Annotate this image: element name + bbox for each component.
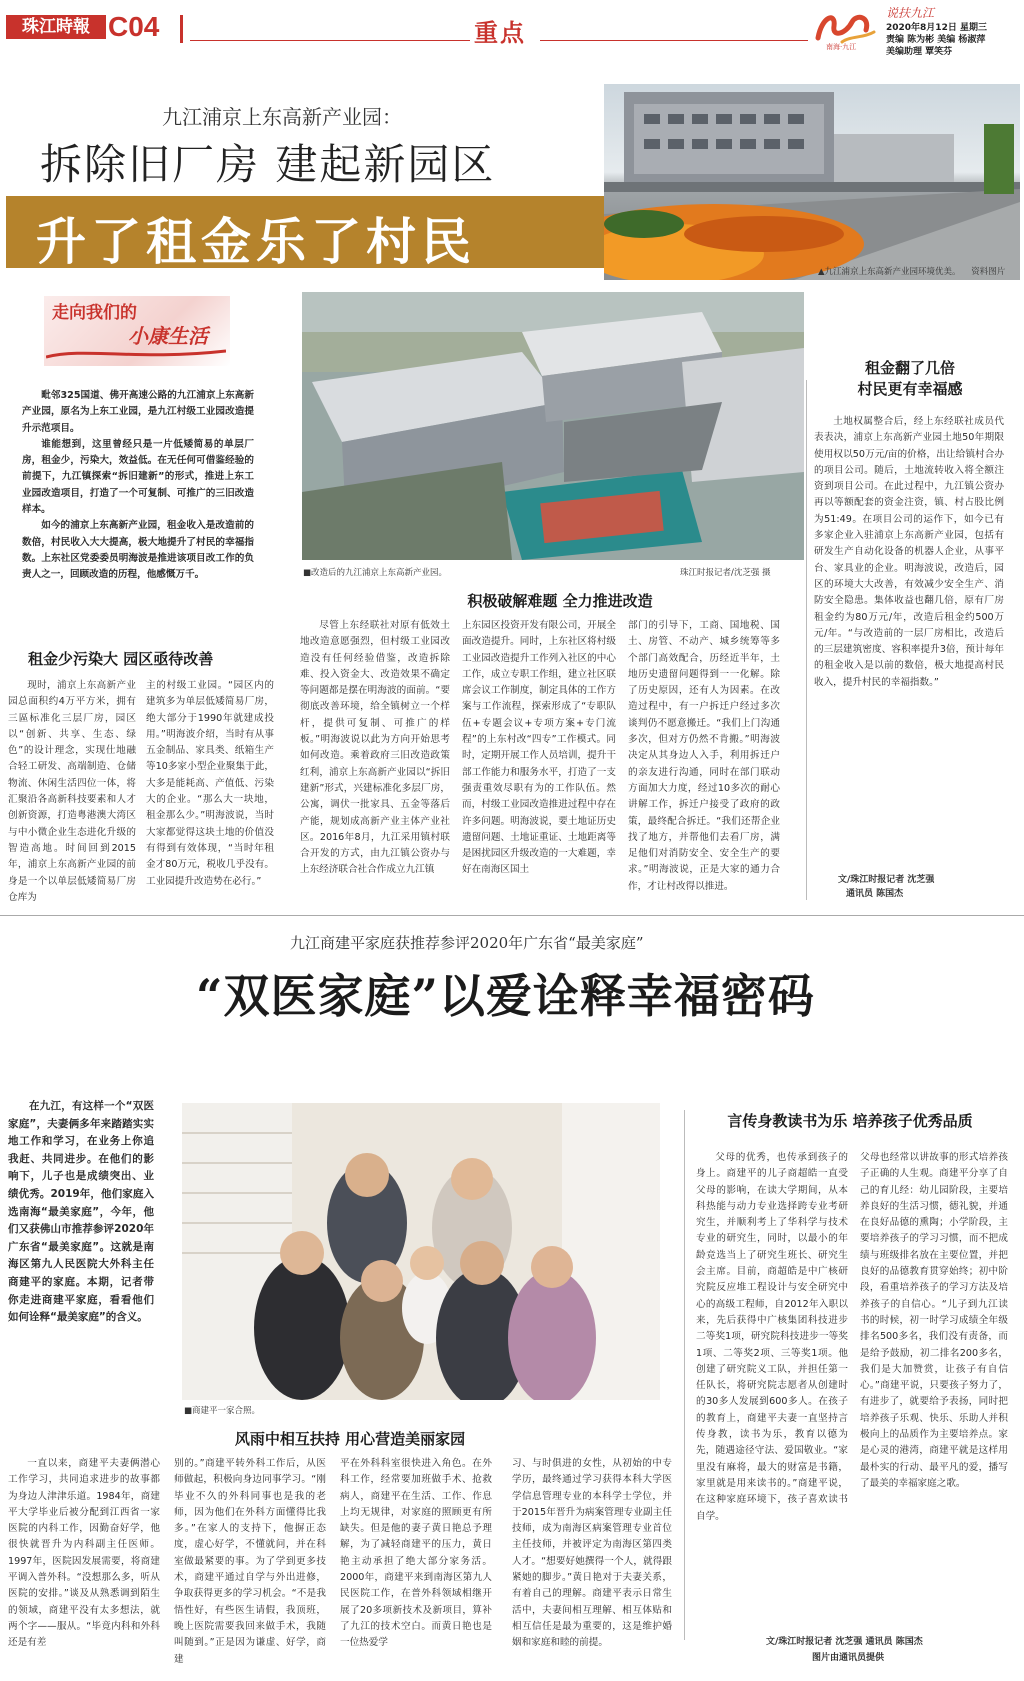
column-logo: [44, 296, 230, 366]
story2-kicker: 九江商建平家庭获推荐参评2020年广东省“最美家庭”: [290, 934, 644, 952]
sidebar-title-2: 村民更有幸福感: [857, 380, 963, 398]
story-divider: [0, 915, 1024, 916]
story1-lead: [22, 388, 254, 650]
top-photo-caption: [818, 266, 1018, 278]
section-a-col2: 主的村级工业园。“园区内的建筑多为单层低矮简易厂房，绝大部分于1990年就建成投用。”明海波介绍，当时有从事五金制品、家具类、纸箱生产等10多家小型企业聚集于此，大多是能耗高、产值低、污染大的企业。“那么大一块地，租金那么少。”明海波说，当时大家都觉得这块土地的价值没有得到有效体现，“当时年租金才80万元，税收几乎没有。工业园提升改造势在必行。”: [146, 680, 274, 887]
masthead: [0, 0, 1024, 56]
column-rule-1: [806, 380, 807, 900]
story1-headline-1: 拆除旧厂房 建起新园区: [40, 140, 496, 189]
aerial-credit: 珠江时报记者/沈芝强 摄: [680, 568, 771, 578]
story1-lead-p1: 毗邻325国道、佛开高速公路的九江浦京上东高新产业园，原名为上东工业园，是九江村级工业园改造提升示范项目。: [22, 390, 254, 434]
family-photo-caption: ■商建平一家合照。: [184, 1406, 261, 1416]
sidebar-title-1: 租金翻了几倍: [864, 359, 955, 377]
section-label: 重点: [474, 19, 526, 47]
top-photo-caption-text: ▲九江浦京上东高新产业园环境优美。: [818, 267, 961, 277]
section-c-col2: 别的。”商建平转外科工作后，从医师做起，积极向身边同事学习。“刚毕业不久的外科同事也是我的老师，因为他们在外科方面懂得比我多。”在家人的支持下，他摒正态度，虚心好学，不懂就问，并在科室做最紧要的事。为了学到更多技术，商建平通过自学与外出进修，争取获得更多的学习机会。“不是我悟性好，有些医生请假，我顶班，晚上医院需要我回来做手术，我随叫随到。”正是因为谦虚、好学，商建: [174, 1458, 326, 1665]
date-line: 2020年8月12日 星期三: [886, 23, 987, 33]
story1-lead-p3: 如今的浦京上东高新产业园，租金收入是改造前的数倍，村民收入大大提高，极大地提升了村民的幸福指数。上东社区党委委员明海波是推进该项目改工作的负责人之一，回顾改造的历程，他感慨万千。: [22, 520, 254, 581]
aerial-park-photo: [302, 292, 804, 560]
editors-line-1: 责编 陈为彬 美编 杨淑萍: [886, 35, 986, 45]
section-a-col1: 现时，浦京上东高新产业园总面积约4万平方米，拥有三區标准化三层厂房，园区以“创新、共享、生态、绿色”的设计理念，实现仕地融合轻工研发、高端制造、仓储物流、休闲生活四位一体，将汇聚沿各高新科技要素和人才创新资源，打造粤港澳大湾区与中小微企业生态进化升级的智造高地。时间回到2015年，浦京上东高新产业园的前身是一个以单层低矮简易厂房仓库为: [8, 680, 136, 903]
masthead-line-left: [190, 40, 470, 41]
story1-headline-2: 升了租金乐了村民: [36, 212, 476, 271]
top-photo-credit: 资料图片: [971, 267, 1006, 277]
section-a-title: 租金少污染大 园区亟待改善: [28, 650, 214, 668]
story1-byline-1: 文/珠江时报记者 沈芝强: [838, 875, 935, 885]
brand-script: 说扶九江: [886, 6, 935, 20]
brand-sub: 南海·九江: [826, 43, 857, 51]
aerial-caption: ■改造后的九江浦京上东高新产业园。: [303, 568, 448, 578]
masthead-line-right: [540, 40, 808, 41]
section-b-col2: 上东园区投资开发有限公司，开展全面改造提升。同时，上东社区将村级工业园改造提升工作列入社区的中心工作，成立专职工作组，建立社区联席会议工作制度，制定具体的工作方案与工作流程，探索形成了“专职队伍+专题会议+专项方案+专门流程”的上东村改“四专”工作模式。同时，定期开展工作人员培训，提升干部工作能力和服务水平，打造了一支强责重效尽职有为的工作队伍。然而，村级工业园改造推进过程中存在许多问题。明海波说，要土地证历史遗留问题、土地证重证、土地距离等是困扰园区升级改造的一大难题，幸好在南海区国土: [462, 620, 616, 876]
section-c-col4: 习、与时俱进的女性，从初始的中专学历，最终通过学习获得本科大学医学信息管理专业的本科学士学位，并于2015年晋升为病案管理专业副主任技师，成为南海区病案管理专业首位主任技师，并被评定为南海区第四类人才。“想要好她撰得一个人，就得跟紧她的脚步。”黄日艳对于夫妻关系，有着自己的理解。商建平表示日常生活中，夫妻间相互理解、相互体贴和相互信任是最为重要的，这是维护婚姻和家庭和睦的前提。: [512, 1458, 672, 1649]
section-d-col1: 父母的优秀，也传承到孩子的身上。商建平的儿子商超皓一直受父母的影响，在读大学期间，从本科热能与动力专业选择跨专业考研究生，并顺利考上了华科学与技术专业的研究生，同时，以最小的年龄竞选当上了研究生班长、研究生会主席。目前，商超皓是中广核研究院反应堆工程设计与安全研究中心的高级工程师，自2012年入职以来，先后获得中广核集团科技进步二等奖1项，研究院科技进步一等奖1项、二等奖2项、三等奖1项。他创建了研究院义工队，并担任第一任队长，将研究院志愿者从创建时的30多人发展到600多人。在孩子的教育上，商建平夫妻一直坚持言传身教，读书为乐，教育以德为先，随遇途径守法、爱国敬业。“家里没有麻将，最大的财富是书籍，家里就是用来读书的。”商建平说，在这种家庭环境下，孩子喜欢读书自学。: [696, 1152, 848, 1522]
family-photo: [182, 1103, 660, 1400]
section-c-col1: 一直以来，商建平夫妻俩潜心工作学习，共同追求进步的故事都为身边人津津乐道。1984年，商建平大学毕业后被分配到江西省一家医院的内科工作，因勤奋好学，他很快就晋升为内科副主任医师。1997年，医院因发展需要，将商建平调入普外科。“没想那么多，听从医院的安排。”谈及从熟悉调到陌生的领域，商建平没有太多想法，就两个字——服从。“毕竟内科和外科还是有差: [8, 1458, 160, 1649]
section-c-col3: 平在外科科室很快进入角色。在外科工作，经常要加班做手术、抢救病人，商建平在生活、工作、作息上均无规律，对家庭的照顾更有所缺失。但是他的妻子黄日艳总予理解，为了减轻商建平的压力，黄日艳主动承担了绝大部分家务活。2000年，商建平来到南海区第九人民医院工作，在普外科领域相继开展了20多项新技术及新项目，算补了九江的技术空白。而黄日艳也是一位热爱学: [340, 1458, 492, 1649]
story2-byline-2: 图片由通讯员提供: [812, 1653, 885, 1663]
story2-headline: “双医家庭”以爱诠释幸福密码: [196, 969, 815, 1023]
section-b-col1: 尽管上东经联社对原有低效土地改造意愿强烈，但村级工业园改造没有任何经验借鉴，改造拆除难、投入资金大、改造效果不确定等问题都是摆在明海波的面前。“要彻底改善环境，给全镇树立一个样杆，提供可复制、可推广的样板。”明海波说以此为方向开始思考如何改造。乘着政府三旧改造政策红利，浦京上东高新产业园以“拆旧建新”形式，兴建标准化多层厂房，公寓，调伏一批家具、五金等落后产能，规划成高新产业主体产业社区。2016年8月，九江采用镇村联合开发的方式，由九江镇公资办与上东经济联合社合作成立九江镇: [300, 620, 450, 876]
park-exterior-photo: [604, 84, 1020, 280]
sidebar-text: 土地权属整合后，经上东经联社成员代表表决，浦京上东高新产业园土地50年期限使用权以50万元/亩的价格，出让给镇村合办的项目公司。随后，土地流转收入将全额注资到项目公司。在此过程中，九江镇公资办再以等额配套的资金注资，镇、村占股比例为51:49。在项目公司的运作下，如今已有多家企业入驻浦京上东高新产业园，包括有研发生产自动化设备的机器人企业，从事平台、家具业的企业。明海波说，改造后，园区的环境大大改善，有效减少安全生产、消防安全隐患。集体收益也翻几倍，原有厂房租金约为80万元/年，改造后租金约500万元/年。“与改造前的一层厂房相比，改造后的三层建筑密度、容积率提升3倍，预计每年的租金收入是以前的数倍，极大地提高村民收入，提升村民的幸福指数。”: [814, 416, 1004, 688]
story1-kicker: 九江浦京上东高新产业园：: [162, 105, 402, 129]
masthead-divider-1: [180, 15, 183, 43]
column-logo-line-1: 走向我们的: [52, 303, 137, 323]
section-c-title: 风雨中相互扶持 用心营造美丽家园: [234, 1430, 466, 1448]
column-logo-line-2: 小康生活: [128, 324, 208, 348]
story2-byline-1: 文/珠江时报记者 沈芝强 通讯员 陈国杰: [766, 1637, 923, 1647]
page-number: C04: [108, 11, 160, 42]
column-rule-2: [684, 1110, 685, 1640]
section-b-title: 积极破解难题 全力推进改造: [467, 592, 653, 610]
section-d-col2: 父母也经常以讲故事的形式培养孩子正确的人生观。商建平分享了自己的育儿经：幼儿园阶段，主要培养良好的生活习惯，德礼貌，并通在良好品德的熏陶；小学阶段，主要培养孩子的学习习惯，而不把成绩与班级排名放在主要位置，并把良好的品德教育贯穿始终；初中阶段，看重培养孩子的学习方法及培养孩子的自信心。“儿子到九江读书的时候，初一时学习成绩全年级排名500多名，我们没有责备，而是给予鼓励，初二排名200多名，我们是大加赞赏，让孩子有自信心。”商建平说，只要孩子努力了，有进步了，就要给予表扬，同时把培养孩子乐观、快乐、乐助人并积极向上的品质作为主要培养点。家是心灵的港湾，商建平就是这样用最朴实的行动、最平凡的爱，播写了最美的幸福家庭之歌。: [860, 1152, 1008, 1489]
story2-lead: 在九江，有这样一个“双医家庭”，夫妻俩多年来踏踏实实地工作和学习，在业务上你追我赶、共同进步。在他们的影响下，儿子也是成绩突出、业绩优秀。2019年，他们家庭入选南海“最美家庭”，今年，他们又获佛山市推荐参评2020年广东省“最美家庭”。这就是南海区第九人民医院大外科主任商建平的家庭。本期，记者带你走进商建平家庭，看看他们如何诠释“最美家庭”的含义。: [8, 1100, 154, 1324]
editors-line-2: 美编助理 覃笑芬: [886, 47, 953, 57]
section-d-title: 言传身教读书为乐 培养孩子优秀品质: [727, 1112, 973, 1130]
story1-byline-2: 通讯员 陈国杰: [846, 889, 904, 899]
story1-lead-p2: 谁能想到，这里曾经只是一片低矮简易的单层厂房，租金少，污染大，效益低。在无任何可借鉴经验的前提下，九江镇探索“拆旧建新”的形式，推进上东工业园改造项目，打造了一个可复制、可推广的三旧改造样本。: [22, 438, 254, 516]
column-logo-swoosh-icon: [46, 346, 226, 360]
section-b-col3: 部门的引导下，工商、国地税、国土、房管、不动产、城乡统筹等多个部门高效配合，历经近半年，土地历史遗留问题得到一一化解。除了历史原因，还有人为因素。在改造过程中，有一户拆迁户经过多次谈判仍不愿意搬迁。“我们上门沟通多次，但对方仍然不肯搬。”明海波决定从其身边人入手，利用拆迁户的亲友进行沟通，同时在部门联动方面加大力度，经过10多次的耐心讲解工作，拆迁户接受了政府的政策，最终配合拆迁。“我们还帮企业找了地方，并帮他们去看厂房，满足他们对消防安全、安全生产的要求。”明海波说，正是大家的通力合作，才让村改得以推进。: [628, 620, 780, 892]
masthead-logo: 珠江時報: [6, 15, 106, 39]
